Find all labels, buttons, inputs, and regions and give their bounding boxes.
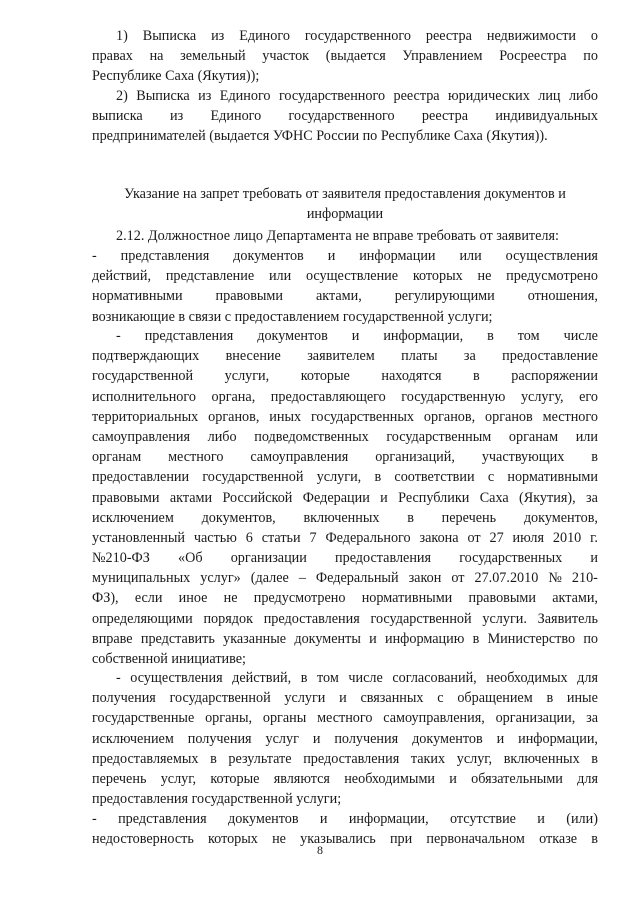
word: или xyxy=(575,428,598,445)
word: №210-ФЗ xyxy=(92,550,150,567)
word: г. xyxy=(590,529,598,546)
word: Федерального xyxy=(325,529,411,546)
word: закон xyxy=(408,570,442,587)
word: регулирующими xyxy=(394,288,495,305)
word: не xyxy=(477,268,492,285)
word: юридических xyxy=(448,88,530,104)
word: исключением xyxy=(92,509,174,526)
word: информации xyxy=(359,248,436,264)
word: осуществление xyxy=(305,268,399,285)
word: документов xyxy=(412,730,483,747)
word: (далее xyxy=(250,570,289,587)
text-line xyxy=(92,467,598,487)
text-line xyxy=(92,326,598,346)
word: которые xyxy=(210,770,260,787)
word: о xyxy=(590,28,598,44)
word: услуг, xyxy=(456,750,493,767)
dash-item-2 xyxy=(92,326,598,669)
word: либо xyxy=(207,428,237,445)
word: Заявитель xyxy=(537,610,598,627)
word: услуг xyxy=(265,730,299,747)
word: и xyxy=(319,811,328,827)
word: представить xyxy=(140,630,215,647)
word: иные xyxy=(566,690,598,707)
word: по xyxy=(583,630,598,647)
word: Выписка xyxy=(142,28,197,44)
word: том xyxy=(517,328,540,344)
word: документы xyxy=(294,630,361,647)
word: закона xyxy=(419,529,459,546)
text-line xyxy=(92,548,598,568)
word: органов, xyxy=(423,408,476,425)
word: нормативными xyxy=(92,288,183,305)
word: государственной xyxy=(169,690,271,707)
word: обращением xyxy=(457,690,533,707)
word: предоставления xyxy=(303,750,400,767)
word: - xyxy=(116,670,121,686)
word: информации, xyxy=(383,328,464,344)
word: документов, xyxy=(523,509,598,526)
word: муниципальных xyxy=(92,570,191,587)
word: документов, xyxy=(201,509,276,526)
text-line xyxy=(92,508,598,528)
word: государственного xyxy=(288,108,395,125)
word: ФЗ), xyxy=(92,590,119,607)
word: документов xyxy=(257,328,328,344)
word: Выписка xyxy=(136,88,190,104)
word: органы xyxy=(262,710,307,727)
word: органам xyxy=(508,428,559,445)
word: местного xyxy=(168,449,224,466)
word: при xyxy=(389,831,413,848)
word: недвижимости xyxy=(486,28,576,44)
word: предоставления xyxy=(263,610,360,627)
text-line xyxy=(92,609,598,629)
word: не xyxy=(272,831,286,848)
word: подведомственных xyxy=(254,428,369,445)
word: подтверждающих xyxy=(92,348,200,365)
text-line: предпринимателей (выдается УФНС России по Республике Саха (Якутия)). xyxy=(92,128,548,145)
word: числе xyxy=(563,328,598,344)
word: необходимыми xyxy=(344,770,436,787)
word: Управлением xyxy=(402,48,483,65)
word: получения xyxy=(187,730,252,747)
word: и xyxy=(590,550,598,567)
word: самоуправления, xyxy=(383,710,485,727)
word: и xyxy=(537,811,545,827)
word: документов xyxy=(233,248,304,264)
word: и xyxy=(339,690,347,707)
dash-item-1 xyxy=(92,246,598,327)
text-line xyxy=(92,427,598,447)
word: правовыми xyxy=(215,288,283,305)
word: недостоверность xyxy=(92,831,194,848)
word: (выдается xyxy=(325,48,386,65)
word: и xyxy=(351,328,360,344)
word: 6 xyxy=(245,529,253,546)
word: предусмотрено xyxy=(506,268,598,285)
word: предоставление xyxy=(502,348,598,365)
word: заявителем xyxy=(307,348,375,365)
word: государственных xyxy=(459,550,563,567)
word: 210- xyxy=(571,570,598,587)
text-line xyxy=(92,588,598,608)
word: – xyxy=(298,570,306,587)
word: иное xyxy=(178,590,208,607)
word: предоставляющего xyxy=(270,388,386,405)
word: «Об xyxy=(178,550,203,567)
text-line: возникающие в связи с предоставлением государственной услуги; xyxy=(92,308,493,325)
word: государственную xyxy=(401,388,506,405)
word: внесение xyxy=(225,348,281,365)
word: 1) xyxy=(116,28,128,44)
word: государственного xyxy=(304,28,411,44)
text-line xyxy=(92,46,598,66)
section-heading xyxy=(92,184,598,224)
word: за xyxy=(463,348,476,365)
word: предоставлении xyxy=(92,469,190,486)
word: услуг» xyxy=(200,570,241,587)
word: статьи xyxy=(261,529,301,546)
word: необходимых xyxy=(486,670,568,686)
word: том xyxy=(317,670,339,686)
word: результате xyxy=(228,750,292,767)
word: - xyxy=(116,328,121,344)
word: актами, xyxy=(315,288,362,305)
text-line xyxy=(92,266,598,286)
text-line xyxy=(92,106,598,126)
word: от xyxy=(467,529,481,546)
word: правовыми xyxy=(468,590,536,607)
word: исключением xyxy=(92,730,174,747)
text-line: 2.12. Должностное лицо Департамента не вправе требовать от заявителя: xyxy=(116,228,559,244)
word: за xyxy=(586,489,598,506)
word: таких xyxy=(410,750,446,767)
word: соответствии xyxy=(394,469,475,486)
text-line xyxy=(92,729,598,749)
word: организации, xyxy=(495,710,576,727)
word: распоряжении xyxy=(511,368,598,385)
word: правовыми xyxy=(92,489,160,506)
text-line xyxy=(92,488,598,508)
text-line: Республике Саха (Якутия)); xyxy=(92,68,260,85)
word: из xyxy=(211,28,225,44)
word: осуществления xyxy=(130,670,223,686)
word: первоначальном xyxy=(426,831,525,848)
word: которые xyxy=(300,368,350,385)
word: включенных xyxy=(303,509,380,526)
word: актами xyxy=(169,489,213,506)
word: органы, xyxy=(205,710,253,727)
text-line: предоставления государственной услуги; xyxy=(92,791,342,808)
word: для xyxy=(577,670,598,686)
word: в xyxy=(472,630,480,647)
word: (Якутия), xyxy=(519,489,576,506)
word: указывались xyxy=(300,831,376,848)
text-line xyxy=(92,447,598,467)
word: если xyxy=(134,590,163,607)
word: органов xyxy=(485,408,533,425)
word: самоуправления xyxy=(92,428,190,445)
word: числе xyxy=(348,670,383,686)
word: представление xyxy=(165,268,255,285)
word: его xyxy=(579,388,598,405)
word: информации, xyxy=(348,811,429,827)
list-item-1 xyxy=(92,26,598,87)
word: Министерство xyxy=(487,630,576,647)
word: по xyxy=(583,48,598,65)
word: государственных xyxy=(310,408,415,425)
word: выписка xyxy=(92,108,143,125)
text-line xyxy=(92,568,598,588)
word: в xyxy=(591,449,598,466)
word: в xyxy=(300,670,308,686)
word: частью xyxy=(193,529,237,546)
word: и xyxy=(496,730,505,747)
word: государственным xyxy=(386,428,492,445)
word: информации, xyxy=(518,730,598,747)
word: организаций, xyxy=(375,449,455,466)
word: Российской xyxy=(222,489,293,506)
word: услуги, xyxy=(316,469,362,486)
word: реестра xyxy=(421,108,469,125)
word: включенных xyxy=(503,750,580,767)
word: № xyxy=(548,570,562,587)
text-line xyxy=(92,366,598,386)
word: - xyxy=(92,248,97,264)
word: или xyxy=(459,248,482,264)
word: в xyxy=(210,750,217,767)
word: Единого xyxy=(210,108,262,125)
word: нормативными xyxy=(361,590,453,607)
word: в xyxy=(546,690,554,707)
word: получения xyxy=(92,690,156,707)
word: 27 xyxy=(489,529,504,546)
word: от xyxy=(451,570,465,587)
word: определяющими xyxy=(92,610,193,627)
text-line xyxy=(92,749,598,769)
word: иных xyxy=(269,408,302,425)
text-line xyxy=(92,346,598,366)
dash-item-3 xyxy=(92,668,598,809)
word: в xyxy=(487,328,494,344)
word: представления xyxy=(120,248,210,264)
word: Федерации xyxy=(302,489,370,506)
word: на xyxy=(149,48,164,65)
word: участвующих xyxy=(481,449,565,466)
word: порядок xyxy=(203,610,253,627)
word: представления xyxy=(144,328,234,344)
word: установленный xyxy=(92,529,185,546)
word: Росреестра xyxy=(499,48,567,65)
word: и xyxy=(449,770,457,787)
word: вправе xyxy=(92,630,133,647)
word: и xyxy=(369,630,377,647)
word: указанные xyxy=(223,630,287,647)
word: органам xyxy=(92,449,142,466)
word: либо xyxy=(568,88,598,104)
word: которых xyxy=(207,831,258,848)
word: находятся xyxy=(381,368,442,385)
word: в xyxy=(473,368,480,385)
list-item-2 xyxy=(92,86,598,147)
word: июля xyxy=(512,529,544,546)
word: реестра xyxy=(425,28,472,44)
word: осуществления xyxy=(505,248,598,264)
word: государственной xyxy=(202,469,304,486)
word: получения xyxy=(334,730,399,747)
page-number: 8 xyxy=(317,843,323,857)
word: актами, xyxy=(552,590,598,607)
word: для xyxy=(577,770,598,787)
word: услугу, xyxy=(520,388,564,405)
text-line xyxy=(92,407,598,427)
word: информацию xyxy=(385,630,465,647)
text-line xyxy=(92,528,598,548)
text-line xyxy=(92,769,598,789)
word: 2010 xyxy=(552,529,582,546)
word: за xyxy=(586,710,598,727)
word: индивидуальных xyxy=(495,108,598,125)
word: с xyxy=(487,469,495,486)
word: и xyxy=(312,730,321,747)
word: действий, xyxy=(92,268,152,285)
word: государственной xyxy=(370,610,472,627)
word: 2) xyxy=(116,88,128,104)
word: реестра xyxy=(393,88,440,104)
word: государственного xyxy=(278,88,386,104)
word: в xyxy=(591,750,598,767)
word: с xyxy=(437,690,444,707)
word: и xyxy=(380,489,388,506)
text-line xyxy=(92,668,598,688)
word: - xyxy=(92,811,97,827)
word: Саха xyxy=(479,489,509,506)
text-line xyxy=(92,688,598,708)
word: участок xyxy=(262,48,310,65)
word: и xyxy=(327,248,336,264)
word: в xyxy=(407,509,414,526)
word: Республики xyxy=(398,489,470,506)
word: территориальных xyxy=(92,408,199,425)
word: услуги, xyxy=(224,368,270,385)
word: местного xyxy=(542,408,598,425)
word: отказе xyxy=(539,831,578,848)
text-line xyxy=(92,387,598,407)
word: правах xyxy=(92,48,133,65)
word: из xyxy=(198,88,212,104)
word: из xyxy=(170,108,184,125)
word: государственные xyxy=(92,710,195,727)
word: представления xyxy=(118,811,207,827)
word: документов xyxy=(227,811,299,827)
text-line: собственной инициативе; xyxy=(92,651,246,667)
word: самоуправления xyxy=(250,449,349,466)
text-line xyxy=(92,286,598,306)
word: согласований, xyxy=(392,670,477,686)
word: предусмотрено xyxy=(253,590,346,607)
word: в xyxy=(591,831,598,848)
word: предоставляемых xyxy=(92,750,199,767)
word: обязательными xyxy=(471,770,563,787)
word: в xyxy=(374,469,382,486)
word: которых xyxy=(412,268,463,285)
word: или xyxy=(268,268,292,285)
word: лиц xyxy=(538,88,561,104)
word: предоставления xyxy=(335,550,432,567)
word: услуги. xyxy=(482,610,527,627)
word: Единого xyxy=(219,88,271,104)
word: исполнительного xyxy=(92,388,196,405)
word: государственной xyxy=(92,368,194,385)
text-line xyxy=(92,246,598,266)
text-line xyxy=(92,629,598,649)
text-line xyxy=(92,26,598,46)
heading-line: информации xyxy=(306,206,384,223)
word: являются xyxy=(273,770,330,787)
word: (или) xyxy=(566,811,598,827)
text-line xyxy=(92,708,598,728)
word: платы xyxy=(401,348,438,365)
word: услуги xyxy=(284,690,326,707)
heading-line: Указание на запрет требовать от заявителя предоставления документов и xyxy=(124,186,566,202)
word: 27.07.2010 xyxy=(474,570,539,587)
word: Единого xyxy=(239,28,290,44)
word: органа, xyxy=(211,388,256,405)
word: местного xyxy=(317,710,373,727)
word: перечень xyxy=(441,509,497,526)
word: нормативными xyxy=(507,469,598,486)
word: органов, xyxy=(208,408,260,425)
word: отсутствие xyxy=(450,811,516,827)
word: действий, xyxy=(232,670,292,686)
word: услуг, xyxy=(160,770,197,787)
word: организации xyxy=(230,550,307,567)
word: не xyxy=(223,590,238,607)
word: Федеральный xyxy=(315,570,399,587)
clause-2-12 xyxy=(92,226,598,246)
word: 7 xyxy=(309,529,317,546)
text-line xyxy=(92,809,598,829)
word: отношения, xyxy=(527,288,598,305)
word: перечень xyxy=(92,770,147,787)
text-line xyxy=(92,86,598,106)
word: земельный xyxy=(180,48,246,65)
word: связанных xyxy=(360,690,424,707)
